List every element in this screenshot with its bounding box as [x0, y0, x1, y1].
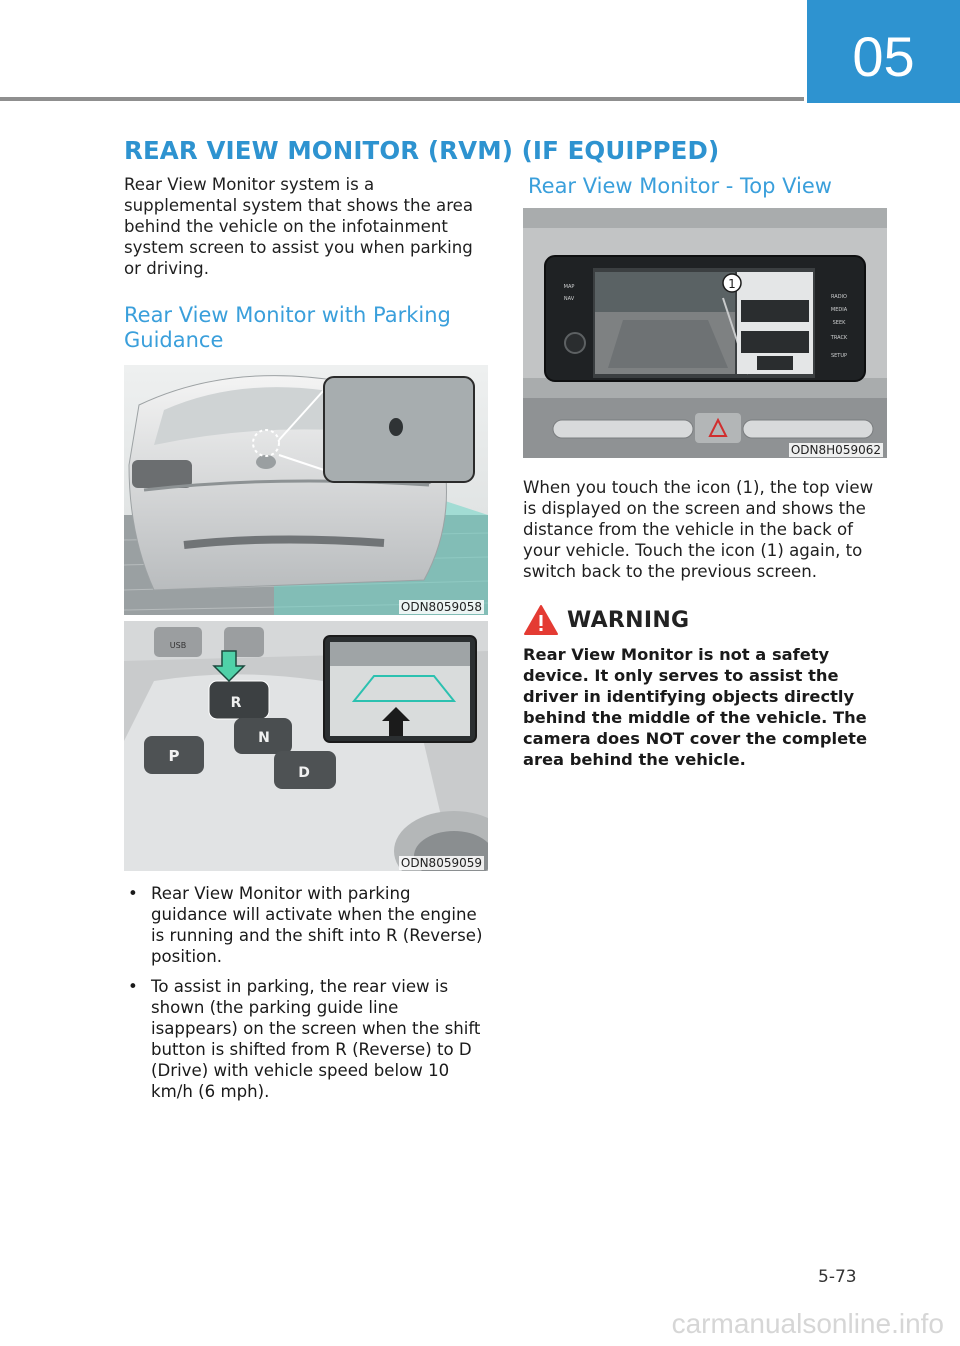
subheading-parking-guidance: Rear View Monitor with Parking Guidance	[124, 303, 451, 352]
warning-triangle-icon	[523, 604, 559, 636]
screen-button-map: MAP	[563, 284, 575, 290]
svg-text:R: R	[230, 695, 242, 711]
usb-label: USB	[169, 641, 187, 650]
subheading-top-view: Rear View Monitor - Top View	[528, 174, 832, 198]
screen-button-setup: SETUP	[830, 353, 848, 359]
figure2-code: ODN8059059	[400, 856, 482, 870]
warning-text: Rear View Monitor is not a safety device. It only serves to assist the driver in identifying objects directly behind the middle of the vehicle. The camera does NOT cover the complete area behind the vehicle.	[523, 645, 867, 769]
figure-infotainment-screen	[523, 208, 887, 458]
svg-text:N: N	[258, 730, 270, 746]
chapter-tab: 05	[807, 0, 960, 103]
screen-button-seek: SEEK	[832, 320, 846, 326]
screen-button-radio: RADIO	[831, 294, 847, 300]
header-rule	[0, 97, 804, 101]
bullet-item: • Rear View Monitor with parking guidance will activate when the engine is running and the shift into R (Reverse) position.	[128, 884, 483, 966]
right-column	[523, 174, 887, 770]
figure3-code: ODN8H059062	[790, 443, 881, 457]
car-rear-illustration	[124, 365, 488, 615]
warning-title: WARNING	[567, 607, 690, 633]
watermark: carmanualsonline.info	[671, 1308, 944, 1339]
bullet-list	[124, 883, 488, 1102]
section-title: REAR VIEW MONITOR (RVM) (IF EQUIPPED)	[124, 136, 720, 165]
svg-text:P: P	[168, 747, 180, 765]
warning-header	[523, 604, 887, 636]
left-column	[124, 174, 488, 1111]
figure-shift-buttons	[124, 621, 488, 871]
screen-button-nav: NAV	[563, 296, 575, 302]
page-number: 5-73	[818, 1267, 857, 1287]
intro-paragraph: Rear View Monitor system is a supplemental system that shows the area behind the vehicle on the infotainment system screen to assist you when parking or driving.	[124, 175, 474, 278]
shift-button-d	[274, 751, 336, 789]
shift-button-p	[144, 736, 204, 774]
top-view-paragraph: When you touch the icon (1), the top view is displayed on the screen and shows the distance from the vehicle in the back of your vehicle. Touch the icon (1) again, to switch back to the previous screen.	[523, 478, 874, 581]
figure1-code: ODN8059058	[400, 600, 482, 614]
svg-text:D: D	[298, 765, 310, 781]
screen-button-track: TRACK	[830, 335, 848, 341]
shift-button-n	[234, 718, 292, 754]
screen-button-media: MEDIA	[830, 307, 848, 313]
shift-console-illustration	[124, 621, 488, 871]
infotainment-illustration	[523, 208, 887, 458]
shift-button-r	[209, 681, 269, 719]
bullet-item: • To assist in parking, the rear view is shown (the parking guide line isappears) on the screen when the shift button is shifted from R (Reverse) to D (Drive) with vehicle speed below 10 km/h (6 mph).	[128, 977, 481, 1101]
svg-text:1: 1	[728, 277, 736, 291]
figure-car-rear-camera	[124, 365, 488, 615]
